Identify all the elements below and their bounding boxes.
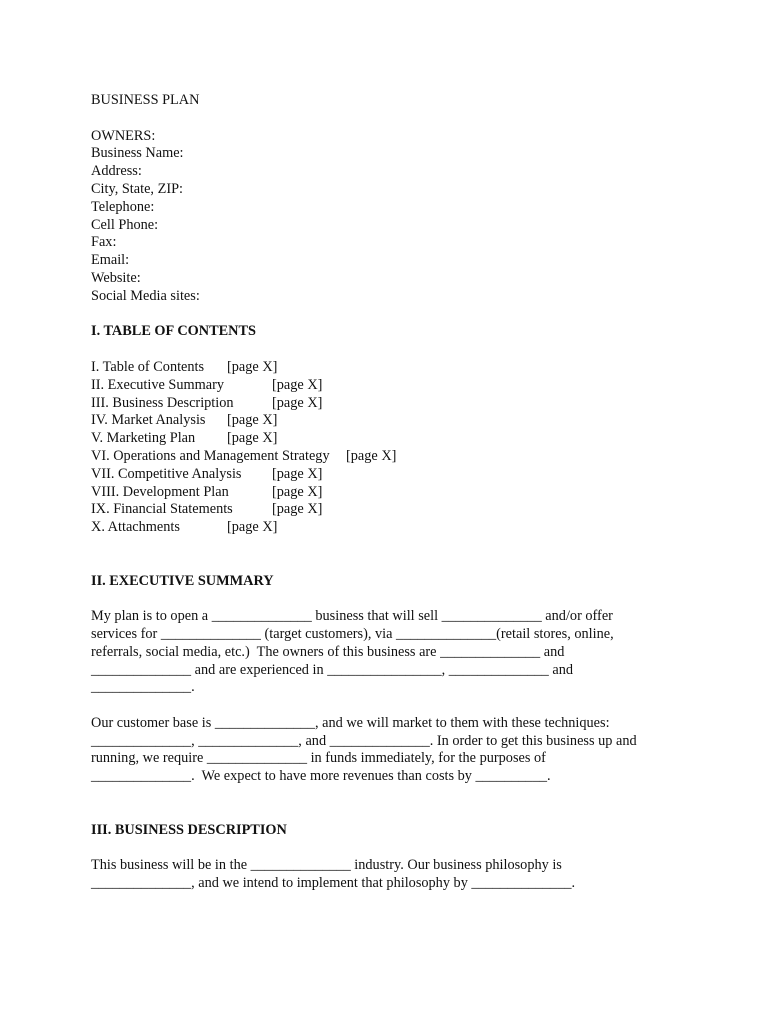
toc-entry-page: [page X] bbox=[272, 501, 323, 518]
spacer bbox=[91, 804, 691, 822]
toc-entry-title: V. Marketing Plan bbox=[91, 430, 196, 447]
toc-entry-page: [page X] bbox=[227, 412, 278, 429]
toc-entry-title: VIII. Development Plan bbox=[91, 483, 229, 500]
email-label: Email: bbox=[91, 252, 130, 269]
toc-entry bbox=[91, 395, 691, 413]
toc-entry-page: [page X] bbox=[272, 465, 323, 482]
toc-entry-title: X. Attachments bbox=[91, 519, 180, 536]
paragraph-line: ______________, ______________, and ______________. In order to get this business up and bbox=[91, 732, 637, 749]
toc-entry-page: [page X] bbox=[272, 376, 323, 393]
website-label: Website: bbox=[91, 269, 141, 286]
toc-entry-page: [page X] bbox=[272, 483, 323, 500]
spacer bbox=[91, 341, 691, 359]
toc-entry-title: IV. Market Analysis bbox=[91, 412, 206, 429]
spacer bbox=[91, 110, 691, 128]
toc-entry bbox=[91, 412, 691, 430]
spacer bbox=[91, 786, 691, 804]
spacer bbox=[91, 306, 691, 324]
document-page bbox=[91, 92, 691, 893]
paragraph-line: services for ______________ (target customers), via ______________(retail stores, online, bbox=[91, 625, 614, 642]
paragraph-line: ______________, and we intend to implement that philosophy by ______________. bbox=[91, 875, 576, 892]
toc-entry bbox=[91, 377, 691, 395]
spacer bbox=[91, 839, 691, 857]
toc-entry bbox=[91, 359, 691, 377]
paragraph-line: ______________. We expect to have more revenues than costs by __________. bbox=[91, 768, 551, 785]
business-name-label: Business Name: bbox=[91, 145, 184, 162]
toc-entry bbox=[91, 430, 691, 448]
fax-label: Fax: bbox=[91, 234, 117, 251]
spacer bbox=[91, 697, 691, 715]
spacer bbox=[91, 555, 691, 573]
toc-heading: I. TABLE OF CONTENTS bbox=[91, 323, 256, 340]
toc-entry-page: [page X] bbox=[227, 430, 278, 447]
executive-summary-heading: II. EXECUTIVE SUMMARY bbox=[91, 572, 274, 589]
toc-entry-page: [page X] bbox=[227, 519, 278, 536]
social-media-label: Social Media sites: bbox=[91, 287, 200, 304]
toc-entry bbox=[91, 466, 691, 484]
contact-fields bbox=[91, 128, 691, 306]
address-label: Address: bbox=[91, 163, 142, 180]
business-description-paragraph-1 bbox=[91, 857, 691, 893]
paragraph-line: ______________ and are experienced in ________________, ______________ and bbox=[91, 661, 574, 678]
toc-entry-title: III. Business Description bbox=[91, 394, 234, 411]
paragraph-line: running, we require ______________ in funds immediately, for the purposes of bbox=[91, 750, 546, 767]
table-of-contents bbox=[91, 359, 691, 537]
toc-entry-title: I. Table of Contents bbox=[91, 358, 205, 375]
document-title: BUSINESS PLAN bbox=[91, 92, 200, 108]
executive-summary-paragraph-1 bbox=[91, 608, 691, 697]
paragraph-line: My plan is to open a ______________ business that will sell ______________ and/or offer bbox=[91, 608, 613, 625]
toc-entry-page: [page X] bbox=[227, 358, 278, 375]
paragraph-line: This business will be in the ______________ industry. Our business philosophy is bbox=[91, 857, 562, 874]
owners-label: OWNERS: bbox=[91, 127, 156, 144]
executive-summary-paragraph-2 bbox=[91, 715, 691, 786]
toc-entry-page: [page X] bbox=[272, 394, 323, 411]
toc-entry-page: [page X] bbox=[346, 447, 397, 464]
spacer bbox=[91, 537, 691, 555]
spacer bbox=[91, 590, 691, 608]
toc-entry-title: VII. Competitive Analysis bbox=[91, 465, 242, 482]
toc-entry-title: II. Executive Summary bbox=[91, 376, 225, 393]
toc-entry bbox=[91, 519, 691, 537]
toc-entry bbox=[91, 501, 691, 519]
paragraph-line: referrals, social media, etc.) The owners of this business are ______________ and bbox=[91, 643, 565, 660]
business-description-heading: III. BUSINESS DESCRIPTION bbox=[91, 821, 287, 838]
toc-entry bbox=[91, 484, 691, 502]
toc-entry-title: IX. Financial Statements bbox=[91, 501, 233, 518]
toc-entry-title: VI. Operations and Management Strategy bbox=[91, 447, 330, 464]
cell-phone-label: Cell Phone: bbox=[91, 216, 159, 233]
telephone-label: Telephone: bbox=[91, 198, 155, 215]
paragraph-line: Our customer base is ______________, and we will market to them with these techniques: bbox=[91, 714, 610, 731]
city-state-zip-label: City, State, ZIP: bbox=[91, 180, 184, 197]
toc-entry bbox=[91, 448, 691, 466]
paragraph-line: ______________. bbox=[91, 679, 195, 696]
